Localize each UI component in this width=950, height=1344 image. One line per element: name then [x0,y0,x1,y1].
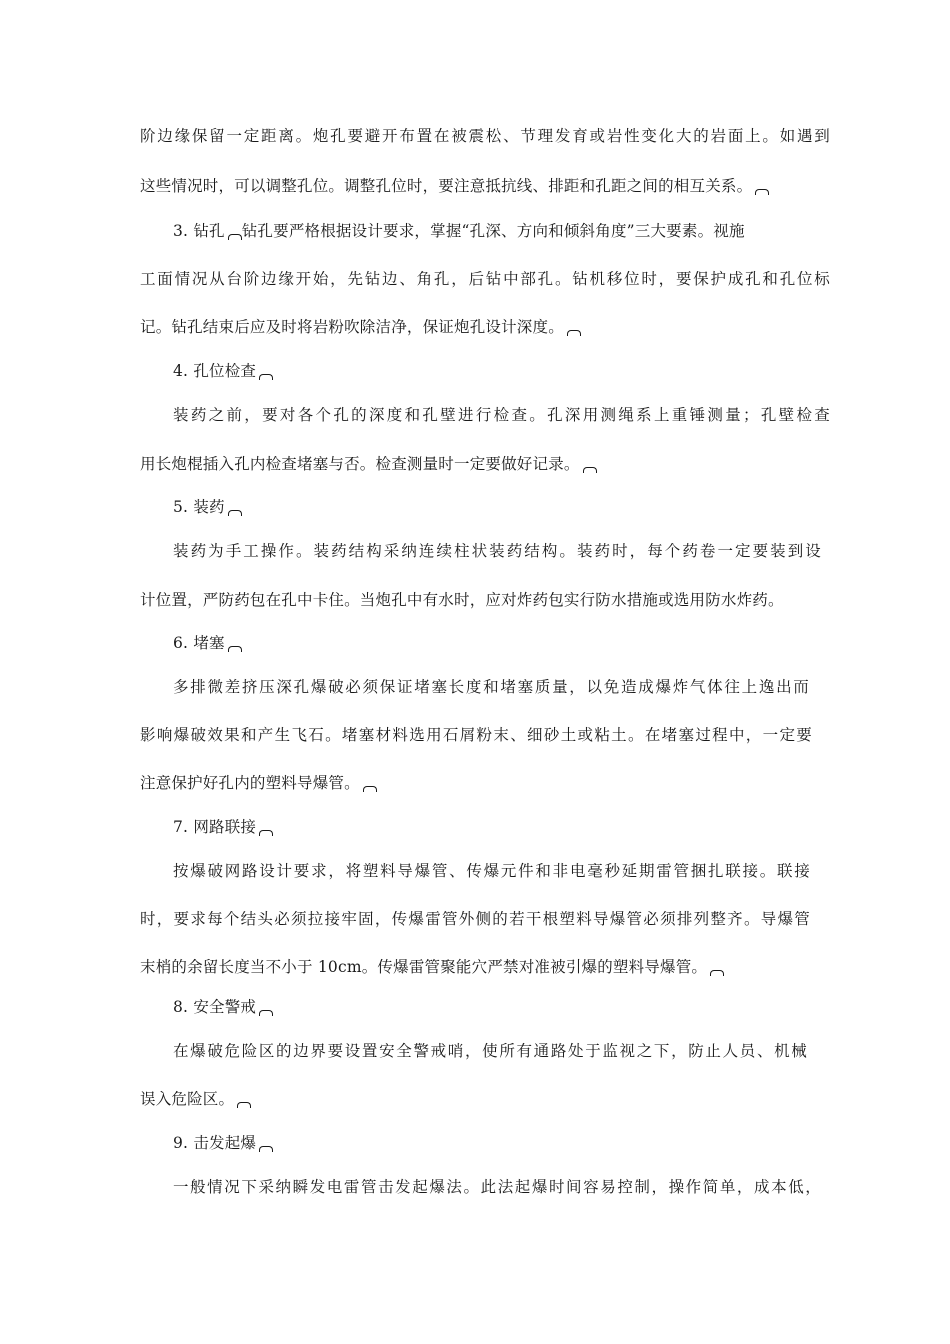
line-text: 计位置，严防药包在孔中卡住。当炮孔中有水时，应对炸药包实行防水措施或选用防水炸药。 [140,591,784,609]
text-line [173,221,830,241]
section-heading: 3. 钻孔 [173,222,225,240]
text-line [173,1177,821,1197]
line-text: 装药为手工操作。装药结构采纳连续柱状装药结构。装药时，每个药卷一定要装到设 [173,542,821,560]
paragraph-mark-icon [710,970,724,976]
line-text: 注意保护好孔内的塑料导爆管。 [140,774,360,792]
paragraph-mark-icon [259,830,273,836]
paragraph-mark-icon [228,510,242,516]
paragraph-mark-icon [363,786,377,792]
text-line [140,725,812,745]
line-text: 在爆破危险区的边界要设置安全警戒哨，使所有通路处于监视之下，防止人员、机械 [173,1042,807,1060]
text-line [140,454,830,474]
paragraph-mark-icon [259,1146,273,1152]
section-heading [173,361,863,381]
section-heading-text: 6. 堵塞 [173,634,225,652]
line-text: 末梢的余留长度当不小于 10cm。传爆雷管聚能穴严禁对准被引爆的塑料导爆管。 [140,958,708,976]
line-text: 装药之前，要对各个孔的深度和孔壁进行检查。孔深用测绳系上重锤测量；孔壁检查 [173,406,830,424]
section-heading-text: 4. 孔位检查 [173,362,257,380]
section-heading [173,817,863,837]
line-text: 时，要求每个结头必须拉接牢固，传爆雷管外侧的若干根塑料导爆管必须排列整齐。导爆管 [140,910,810,928]
text-line [140,773,830,793]
line-text: 工面情况从台阶边缘开始，先钻边、角孔，后钻中部孔。钻机移位时，要保护成孔和孔位标 [140,270,830,288]
text-line [173,405,830,425]
section-heading-text: 8. 安全警戒 [173,998,257,1016]
text-line [140,909,810,929]
section-heading-text: 9. 击发起爆 [173,1134,257,1152]
line-text: 用长炮棍插入孔内检查堵塞与否。检查测量时一定要做好记录。 [140,455,580,473]
section-heading [173,1133,863,1153]
line-text: 按爆破网路设计要求，将塑料导爆管、传爆元件和非电毫秒延期雷管捆扎联接。联接 [173,862,810,880]
line-text: 这些情况时，可以调整孔位。调整孔位时，要注意抵抗线、排距和孔距之间的相互关系。 [140,177,753,195]
text-line [140,126,830,146]
paragraph-mark-icon [259,1010,273,1016]
line-text: 多排微差挤压深孔爆破必须保证堵塞长度和堵塞质量，以免造成爆炸气体往上逸出而 [173,678,809,696]
paragraph-mark-icon [755,189,769,195]
paragraph-mark-icon [259,374,273,380]
text-line [140,590,830,610]
text-line [140,317,830,337]
line-text: 记。钻孔结束后应及时将岩粉吹除洁净，保证炮孔设计深度。 [140,318,564,336]
text-line [140,269,830,289]
text-line [173,861,810,881]
section-heading-text: 5. 装药 [173,498,225,516]
text-line [173,541,821,561]
paragraph-mark-icon [567,330,581,336]
section-heading [173,633,863,653]
section-heading [173,997,863,1017]
paragraph-mark-icon [228,234,242,240]
line-text: 影响爆破效果和产生飞石。堵塞材料选用石屑粉末、细砂土或粘土。在堵塞过程中，一定要 [140,726,812,744]
text-line [140,957,830,977]
line-text: 一般情况下采纳瞬发电雷管击发起爆法。此法起爆时间容易控制，操作简单，成本低， [173,1178,821,1196]
line-text: 阶边缘保留一定距离。炮孔要避开布置在被震松、节理发育或岩性变化大的岩面上。如遇到 [140,127,830,145]
section-heading-text: 7. 网路联接 [173,818,257,836]
line-text: 误入危险区。 [140,1090,235,1108]
paragraph-mark-icon [237,1102,251,1108]
line-text: 钻孔要严格根据设计要求，掌握“孔深、方向和倾斜角度”三大要素。视施 [241,222,745,240]
section-heading [173,497,863,517]
text-line [140,1089,830,1109]
text-line [173,677,809,697]
paragraph-mark-icon [228,646,242,652]
text-line [173,1041,807,1061]
paragraph-mark-icon [583,467,597,473]
text-line [140,176,830,196]
